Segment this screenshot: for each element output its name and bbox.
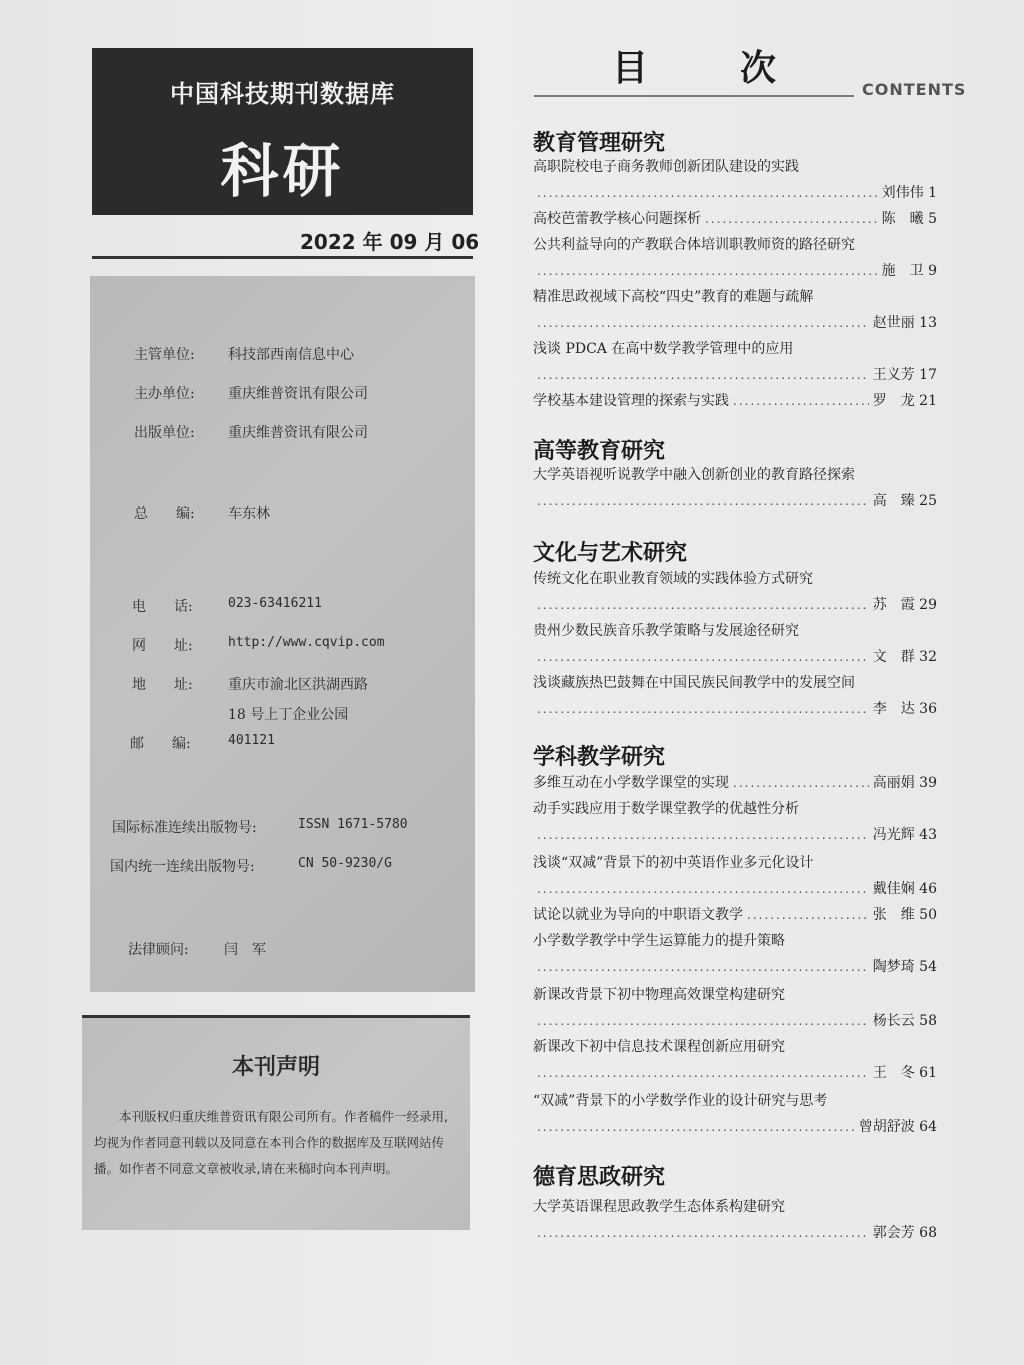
toc-entry[interactable] xyxy=(533,1034,937,1086)
toc-entry-leader-line xyxy=(533,258,937,284)
article-title: 高职院校电子商务教师创新团队建设的实践 xyxy=(533,159,799,175)
toc-entry-title-line xyxy=(533,566,937,592)
article-page: 58 xyxy=(919,1013,937,1029)
article-author: 高丽娟 xyxy=(872,775,915,791)
article-page: 46 xyxy=(919,881,937,897)
article-title: 传统文化在职业教育领域的实践体验方式研究 xyxy=(533,571,813,587)
article-byline xyxy=(873,696,937,722)
article-author: 陈 曦 xyxy=(881,211,924,227)
toc-entry[interactable] xyxy=(533,1088,937,1140)
article-byline xyxy=(873,644,937,670)
divider xyxy=(92,256,473,259)
article-byline xyxy=(873,362,937,388)
dot-leader xyxy=(537,876,869,902)
toc-entry[interactable] xyxy=(533,770,937,796)
postcode-value: 401121 xyxy=(228,733,275,748)
article-title: 浅谈“双减”背景下的初中英语作业多元化设计 xyxy=(533,855,814,871)
toc-entry-leader-line xyxy=(533,644,937,670)
toc-entry[interactable] xyxy=(533,618,937,670)
toc-entry[interactable] xyxy=(533,284,937,336)
sponsor-value: 重庆维普资讯有限公司 xyxy=(228,386,368,402)
article-byline xyxy=(873,1008,937,1034)
dot-leader xyxy=(537,822,869,848)
supervisor-value: 科技部西南信息中心 xyxy=(228,347,354,363)
toc-entry-title-line xyxy=(533,982,937,1008)
cn-label: 国内统一连续出版物号: xyxy=(110,859,255,875)
dot-leader xyxy=(537,258,878,284)
website-value: http://www.cqvip.com xyxy=(228,635,385,650)
article-author: 刘伟伟 xyxy=(881,185,924,201)
article-page: 17 xyxy=(919,367,937,383)
article-author: 赵世丽 xyxy=(872,315,915,331)
toc-entry-title-line xyxy=(533,154,937,180)
article-page: 50 xyxy=(919,907,937,923)
declaration-title: 本刊声明 xyxy=(231,1055,320,1080)
article-title: 多维互动在小学数学课堂的实现 xyxy=(533,775,729,791)
section-title: 高等教育研究 xyxy=(533,439,666,464)
toc-entry[interactable] xyxy=(533,928,937,980)
toc-entry[interactable] xyxy=(533,796,937,848)
toc-entry-title-line xyxy=(533,232,937,258)
article-author: 戴佳娴 xyxy=(872,881,915,897)
article-title: 新课改背景下初中物理高效课堂构建研究 xyxy=(533,987,785,1003)
toc-entry-title-line xyxy=(533,1194,937,1220)
publisher-label: 出版单位: xyxy=(134,425,195,441)
article-page: 36 xyxy=(919,701,937,717)
article-title: 学校基本建设管理的探索与实践 xyxy=(533,393,729,409)
dot-leader xyxy=(537,180,878,206)
toc-entry[interactable] xyxy=(533,850,937,902)
article-byline xyxy=(873,1220,937,1246)
phone-label: 电 话: xyxy=(132,599,193,615)
toc-entry-leader-line xyxy=(533,876,937,902)
issn-label: 国际标准连续出版物号: xyxy=(112,820,257,836)
postcode-label: 邮 编: xyxy=(130,736,191,752)
supervisor-label: 主管单位: xyxy=(134,347,195,363)
article-author: 曾胡舒波 xyxy=(858,1119,915,1135)
toc-entry-title-line xyxy=(533,462,937,488)
article-byline xyxy=(882,206,937,232)
website-label: 网 址: xyxy=(132,638,193,654)
toc-entry-title-line xyxy=(533,928,937,954)
toc-entry[interactable] xyxy=(533,670,937,722)
toc-entry-leader-line xyxy=(533,1220,937,1246)
article-page: 32 xyxy=(919,649,937,665)
journal-title: 科研 xyxy=(220,137,345,205)
article-author: 杨长云 xyxy=(872,1013,915,1029)
dot-leader xyxy=(537,696,869,722)
article-page: 25 xyxy=(919,493,937,509)
dot-leader xyxy=(537,1008,869,1034)
article-page: 5 xyxy=(928,211,937,227)
dot-leader xyxy=(537,310,869,336)
article-page: 9 xyxy=(928,263,937,279)
article-byline xyxy=(873,954,937,980)
toc-entry-leader-line xyxy=(533,592,937,618)
toc-entry-leader-line xyxy=(533,954,937,980)
article-title: “双减”背景下的小学数学作业的设计研究与思考 xyxy=(533,1093,828,1109)
toc-divider xyxy=(534,95,854,97)
toc-entry-leader-line xyxy=(533,180,937,206)
dot-leader xyxy=(537,1060,869,1086)
article-author: 文 群 xyxy=(872,649,915,665)
toc-entry-title-line xyxy=(533,618,937,644)
toc-entry-leader-line xyxy=(533,822,937,848)
toc-entry[interactable] xyxy=(533,566,937,618)
article-author: 施 卫 xyxy=(881,263,924,279)
article-title: 动手实践应用于数学课堂教学的优越性分析 xyxy=(533,801,799,817)
toc-entry-title-line xyxy=(533,796,937,822)
toc-entry[interactable] xyxy=(533,982,937,1034)
toc-entry-leader-line xyxy=(533,488,937,514)
toc-entry-leader-line xyxy=(533,1060,937,1086)
toc-entry-leader-line xyxy=(533,362,937,388)
article-byline xyxy=(873,770,937,796)
publisher-value: 重庆维普资讯有限公司 xyxy=(228,425,368,441)
dot-leader xyxy=(537,1114,855,1140)
article-title: 浅谈 PDCA 在高中数学教学管理中的应用 xyxy=(533,341,794,357)
toc-entry-title-line xyxy=(533,670,937,696)
issue-date: 2022 年 09 月 06 xyxy=(300,230,480,254)
article-byline xyxy=(882,258,937,284)
address-line-2: 18 号上丁企业公园 xyxy=(228,707,349,723)
dot-leader xyxy=(537,644,869,670)
dot-leader xyxy=(733,770,869,796)
article-author: 郭会芳 xyxy=(872,1225,915,1241)
article-page: 54 xyxy=(919,959,937,975)
article-title: 试论以就业为导向的中职语文教学 xyxy=(533,907,743,923)
dot-leader xyxy=(537,954,869,980)
toc-title: 目 次 xyxy=(612,48,805,89)
dot-leader xyxy=(747,902,869,928)
article-page: 43 xyxy=(919,827,937,843)
toc-entry-line xyxy=(533,770,937,796)
editor-value: 车东林 xyxy=(228,506,270,522)
section-title: 学科教学研究 xyxy=(533,745,666,770)
legal-value: 闫 军 xyxy=(224,942,266,958)
address-line-1: 重庆市渝北区洪湖西路 xyxy=(228,677,368,693)
dot-leader xyxy=(537,1220,869,1246)
article-byline xyxy=(859,1114,937,1140)
toc-entry[interactable] xyxy=(533,462,937,514)
article-byline xyxy=(873,310,937,336)
article-author: 苏 霞 xyxy=(872,597,915,613)
article-author: 陶梦琦 xyxy=(872,959,915,975)
article-author: 李 达 xyxy=(872,701,915,717)
article-page: 29 xyxy=(919,597,937,613)
article-author: 王 冬 xyxy=(872,1065,915,1081)
article-title: 公共利益导向的产教联合体培训职教师资的路径研究 xyxy=(533,237,855,253)
article-author: 冯光辉 xyxy=(872,827,915,843)
dot-leader xyxy=(537,488,869,514)
article-title: 贵州少数民族音乐教学策略与发展途径研究 xyxy=(533,623,799,639)
article-byline xyxy=(873,902,937,928)
article-page: 1 xyxy=(928,185,937,201)
legal-label: 法律顾问: xyxy=(128,942,189,958)
dot-leader xyxy=(705,206,878,232)
article-byline xyxy=(873,388,937,414)
toc-entry[interactable] xyxy=(533,232,937,284)
article-title: 大学英语视听说教学中融入创新创业的教育路径探索 xyxy=(533,467,855,483)
dot-leader xyxy=(733,388,869,414)
toc-entry[interactable] xyxy=(533,206,937,232)
article-byline xyxy=(882,180,937,206)
toc-contents-label: CONTENTS xyxy=(862,80,967,99)
editor-label: 总 编: xyxy=(134,506,195,522)
dot-leader xyxy=(537,592,869,618)
article-page: 68 xyxy=(919,1225,937,1241)
article-author: 张 维 xyxy=(872,907,915,923)
toc-entry-leader-line xyxy=(533,1114,937,1140)
toc-entry-leader-line xyxy=(533,1008,937,1034)
section-title: 德育思政研究 xyxy=(533,1165,666,1190)
article-page: 13 xyxy=(919,315,937,331)
article-byline xyxy=(873,876,937,902)
dot-leader xyxy=(537,362,869,388)
article-byline xyxy=(873,592,937,618)
database-name: 中国科技期刊数据库 xyxy=(170,80,395,108)
article-author: 王义芳 xyxy=(872,367,915,383)
article-page: 39 xyxy=(919,775,937,791)
article-byline xyxy=(873,822,937,848)
article-title: 新课改下初中信息技术课程创新应用研究 xyxy=(533,1039,785,1055)
cn-value: CN 50-9230/G xyxy=(298,856,392,871)
article-page: 61 xyxy=(919,1065,937,1081)
toc-entry-line xyxy=(533,902,937,928)
article-title: 大学英语课程思政教学生态体系构建研究 xyxy=(533,1199,785,1215)
toc-entry[interactable] xyxy=(533,388,937,414)
article-author: 高 臻 xyxy=(872,493,915,509)
article-page: 64 xyxy=(919,1119,937,1135)
article-author: 罗 龙 xyxy=(872,393,915,409)
toc-entry[interactable] xyxy=(533,154,937,206)
article-byline xyxy=(873,488,937,514)
toc-entry-title-line xyxy=(533,336,937,362)
phone-value: 023-63416211 xyxy=(228,596,322,611)
toc-entry[interactable] xyxy=(533,336,937,388)
toc-entry-title-line xyxy=(533,1034,937,1060)
toc-entry[interactable] xyxy=(533,902,937,928)
declaration-text: 本刊版权归重庆维普资讯有限公司所有。作者稿件一经录用,均视为作者同意刊载以及同意在本刊合作的数据库及互联网站传播。如作者不同意文章被收录,请在来稿时向本刊声明。 xyxy=(94,1109,448,1176)
article-title: 精准思政视域下高校“四史”教育的难题与疏解 xyxy=(533,289,814,305)
toc-entry-title-line xyxy=(533,284,937,310)
toc-entry-leader-line xyxy=(533,310,937,336)
article-byline xyxy=(873,1060,937,1086)
toc-entry-title-line xyxy=(533,1088,937,1114)
sponsor-label: 主办单位: xyxy=(134,386,195,402)
toc-entry-line xyxy=(533,388,937,414)
toc-entry[interactable] xyxy=(533,1194,937,1246)
article-title: 浅谈藏族热巴鼓舞在中国民族民间教学中的发展空间 xyxy=(533,675,855,691)
section-title: 文化与艺术研究 xyxy=(533,541,688,566)
toc-entry-title-line xyxy=(533,850,937,876)
journal-masthead xyxy=(92,48,473,215)
article-title: 高校芭蕾教学核心问题探析 xyxy=(533,211,701,227)
toc-entry-leader-line xyxy=(533,696,937,722)
toc-entry-line xyxy=(533,206,937,232)
article-page: 21 xyxy=(919,393,937,409)
issn-value: ISSN 1671-5780 xyxy=(298,817,408,832)
section-title: 教育管理研究 xyxy=(533,131,666,156)
declaration-panel xyxy=(82,1018,470,1230)
address-label: 地 址: xyxy=(132,677,193,693)
article-title: 小学数学教学中学生运算能力的提升策略 xyxy=(533,933,785,949)
